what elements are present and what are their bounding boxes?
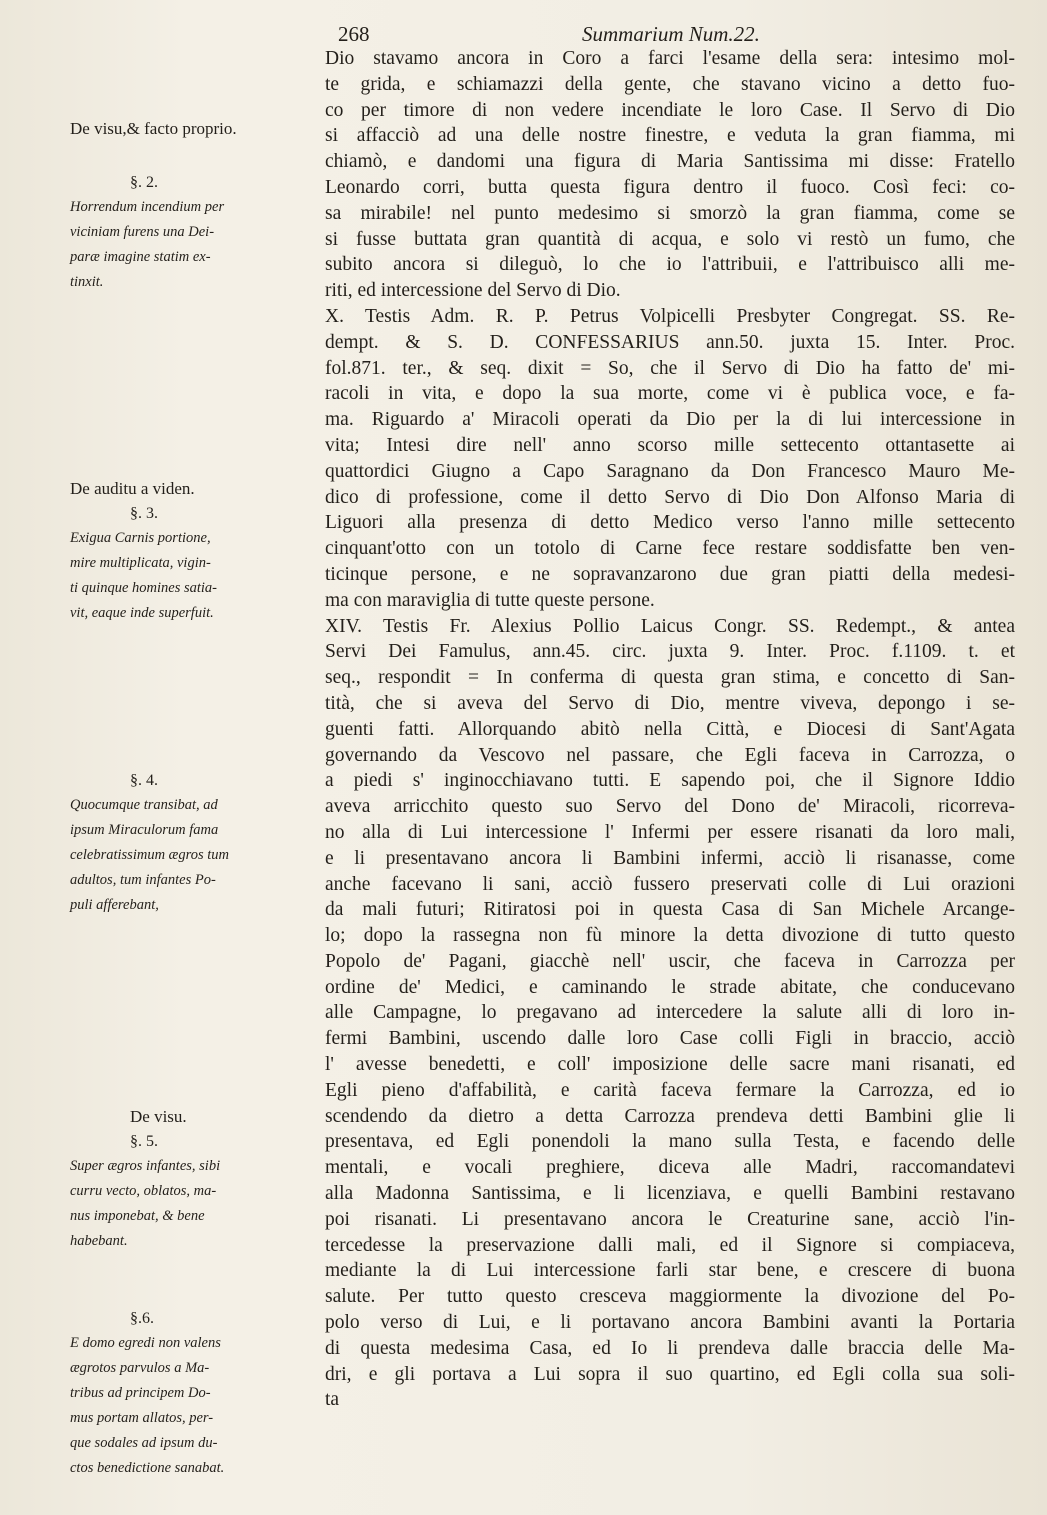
text-line: alle Campagne, lo pregavano ad intercedere la salute alli di loro in- bbox=[325, 1002, 1015, 1024]
text-line: polo verso di Lui, e li portavano ancora Bambini avanti la Portaria bbox=[325, 1312, 1015, 1334]
text-line: chiamò, e dandomi una figura di Maria Santissima mi disse: Fratello bbox=[325, 151, 1015, 173]
text-line: si affacciò ad una delle nostre finestre, e veduta la gran fiamma, mi bbox=[325, 125, 1015, 147]
text-line: Liguori alla presenza di detto Medico verso l'anno mille settecento bbox=[325, 512, 1015, 534]
margin-note-section: §. 4. bbox=[130, 772, 158, 789]
text-line: ticinque persone, e ne sopravanzarono due gran piatti della medesi- bbox=[325, 563, 1015, 585]
text-line: fol.871. ter., & seq. dixit = So, che il Servo di Dio ha fatto de' mi- bbox=[325, 357, 1015, 379]
margin-note-text: Horrendum incendium per viciniam furens una Dei- paræ imagine statim ex- tinxit. bbox=[70, 199, 225, 290]
text-line: te grida, e schiamazzi della gente, che stavano vicino a detto fuo- bbox=[325, 73, 1015, 95]
paragraph-testis-xiv bbox=[325, 614, 1015, 1414]
margin-note-5 bbox=[70, 1104, 310, 1254]
margin-note-section: §. 3. bbox=[130, 505, 158, 522]
text-line: ta bbox=[325, 1389, 340, 1411]
text-line: racoli in vita, e dopo la sua morte, come vi è publica voce, e fa- bbox=[325, 383, 1015, 405]
text-line: dri, e gli portava a Lui sopra il suo quartino, ed Egli colla sua soli- bbox=[325, 1363, 1015, 1385]
text-line: guenti fatti. Allorquando abitò nella Città, e Diocesi di Sant'Agata bbox=[325, 718, 1015, 740]
margin-note-text: Super ægros infantes, sibi curru vecto, oblatos, ma- nus imponebat, & bene habebant. bbox=[70, 1158, 221, 1249]
text-line: si fusse buttata gran quantità di acqua, e solo vi restò un fumo, che bbox=[325, 228, 1015, 250]
margin-note-2 bbox=[70, 170, 310, 295]
margin-note-section: §. 2. bbox=[130, 174, 158, 191]
text-line: lo; dopo la rassegna non fù minore la detta divozione di tutto questo bbox=[325, 925, 1015, 947]
text-line: Popolo de' Pagani, giacchè nell' uscir, che faceva in Carrozza per bbox=[325, 950, 1015, 972]
page-header bbox=[332, 22, 1012, 48]
margin-note-text: E domo egredi non valens ægrotos parvulos a Ma- tribus ad principem Do- mus portam allatos, per- que sodales ad ipsum du- ctos benedictione sanabat. bbox=[70, 1335, 225, 1476]
margin-note-label: De auditu a viden. bbox=[70, 479, 195, 498]
margin-note-4 bbox=[70, 768, 310, 918]
text-line: aveva arricchito questo suo Servo del Dono de' Miracoli, ricorreva- bbox=[325, 796, 1015, 818]
margin-note-1 bbox=[70, 116, 310, 141]
text-line: dempt. & S. D. CONFESSARIUS ann.50. juxta 15. Inter. Proc. bbox=[325, 331, 1015, 353]
text-line: mediante la di Lui intercessione farli star bene, e crescere di buona bbox=[325, 1260, 1015, 1282]
text-line: co per timore di non vedere incendiate le loro Case. Il Servo di Dio bbox=[325, 99, 1015, 121]
margin-note-6 bbox=[70, 1306, 310, 1481]
text-line: Leonardo corri, butta questa figura dentro il fuoco. Così feci: co- bbox=[325, 176, 1015, 198]
text-line: subito ancora si dileguò, lo che io l'attribuii, e l'attribuisco alli me- bbox=[325, 254, 1015, 276]
text-line: anche facevano li sani, acciò fussero preservati colle di Lui orazioni bbox=[325, 873, 1015, 895]
text-line: mentali, e vocali preghiere, diceva alle Madri, raccomandatevi bbox=[325, 1157, 1015, 1179]
text-line: scendendo da dietro a detta Carrozza prendeva detti Bambini glie li bbox=[325, 1105, 1015, 1127]
text-line: di questa medesima Casa, ed Io li prendeva dalle braccia delle Ma- bbox=[325, 1337, 1015, 1359]
text-line: e li presentavano ancora li Bambini infermi, acciò li risanasse, come bbox=[325, 847, 1015, 869]
text-line: tercedesse la preservazione dalli mali, ed il Signore si compiaceva, bbox=[325, 1234, 1015, 1256]
text-line: governando da Vescovo nel passare, che Egli faceva in Carrozza, o bbox=[325, 744, 1015, 766]
text-line: quattordici Giugno a Capo Saragnano da Don Francesco Mauro Me- bbox=[325, 460, 1015, 482]
text-line: fermi Bambini, uscendo dalle loro Case colli Figli in braccio, acciò bbox=[325, 1028, 1015, 1050]
text-line: Egli pieno d'affabilità, e carità faceva fermare la Carrozza, ed io bbox=[325, 1079, 1015, 1101]
text-line: da mali futuri; Ritiratosi poi in questa Casa di San Michele Arcange- bbox=[325, 899, 1015, 921]
text-line: XIV. Testis Fr. Alexius Pollio Laicus Congr. SS. Redempt., & antea bbox=[325, 615, 1015, 637]
text-line: dico di professione, come il detto Servo di Dio Don Alfonso Maria di bbox=[325, 486, 1015, 508]
text-line: Dio stavamo ancora in Coro a farci l'esame della sera: intesimo mol- bbox=[325, 48, 1015, 69]
text-line: salute. Per tutto questo cresceva maggiormente la divozione del Po- bbox=[325, 1286, 1015, 1308]
margin-note-text: Exigua Carnis portione, mire multiplicata, vigin- ti quinque homines satia- vit, eaque inde superfuit. bbox=[70, 530, 218, 621]
text-line: presentava, ed Egli ponendoli la mano sulla Testa, e facendo delle bbox=[325, 1131, 1015, 1153]
text-line: no alla di Lui intercessione l' Infermi per essere risanati da loro mali, bbox=[325, 821, 1015, 843]
margin-note-section: §.6. bbox=[130, 1310, 154, 1327]
text-line: X. Testis Adm. R. P. Petrus Volpicelli Presbyter Congregat. SS. Re- bbox=[325, 305, 1015, 327]
text-line: tità, che si aveva del Servo di Dio, mentre viveva, depongo i se- bbox=[325, 692, 1015, 714]
text-line: ma con maraviglia di tutte queste persone. bbox=[325, 589, 655, 611]
text-line: l' avesse benedetti, e coll' imposizione delle sacre mani risanati, ed bbox=[325, 1054, 1015, 1076]
page-number: 268 bbox=[338, 22, 370, 46]
margin-note-label: De visu,& facto proprio. bbox=[70, 119, 237, 138]
text-line: ordine de' Medici, e caminando le strade abitate, che conducevano bbox=[325, 976, 1015, 998]
text-line: seq., respondit = In conferma di questa gran stima, e concetto di San- bbox=[325, 667, 1015, 689]
text-line: sa mirabile! nel punto medesimo si smorzò la gran fiamma, come se bbox=[325, 202, 1015, 224]
text-line: Servi Dei Famulus, ann.45. circ. juxta 9. Inter. Proc. f.1109. t. et bbox=[325, 641, 1015, 663]
text-line: poi risanati. Li presentavano ancora le Creaturine sane, acciò l'in- bbox=[325, 1208, 1015, 1230]
text-line: alla Madonna Santissima, e li licenziava, e quelli Bambini restavano bbox=[325, 1183, 1015, 1205]
margin-note-text: Quocumque transibat, ad ipsum Miraculorum fama celebratissimum ægros tum adultos, tum infantes Po- puli afferebant, bbox=[70, 797, 229, 913]
paragraph-testis-x bbox=[325, 304, 1015, 614]
main-text-column bbox=[325, 46, 1015, 1413]
running-title: Summarium Num.22. bbox=[582, 22, 760, 46]
text-line: ma. Riguardo a' Miracoli operati da Dio per la di lui intercessione in bbox=[325, 409, 1015, 431]
text-line: cinquant'otto con un totolo di Carne fece restare soddisfatte ben ven- bbox=[325, 538, 1015, 560]
margin-note-section: §. 5. bbox=[130, 1133, 158, 1150]
paragraph-continuation bbox=[325, 46, 1015, 304]
margin-note-label: De visu. bbox=[130, 1107, 187, 1126]
text-line: a piedi s' inginocchiavano tutti. E sapendo poi, che il Signore Iddio bbox=[325, 770, 1015, 792]
margin-note-3 bbox=[70, 476, 310, 626]
text-line: riti, ed intercessione del Servo di Dio. bbox=[325, 280, 621, 302]
text-line: vita; Intesi dire nell' anno scorso mille settecento ottantasette ai bbox=[325, 434, 1015, 456]
